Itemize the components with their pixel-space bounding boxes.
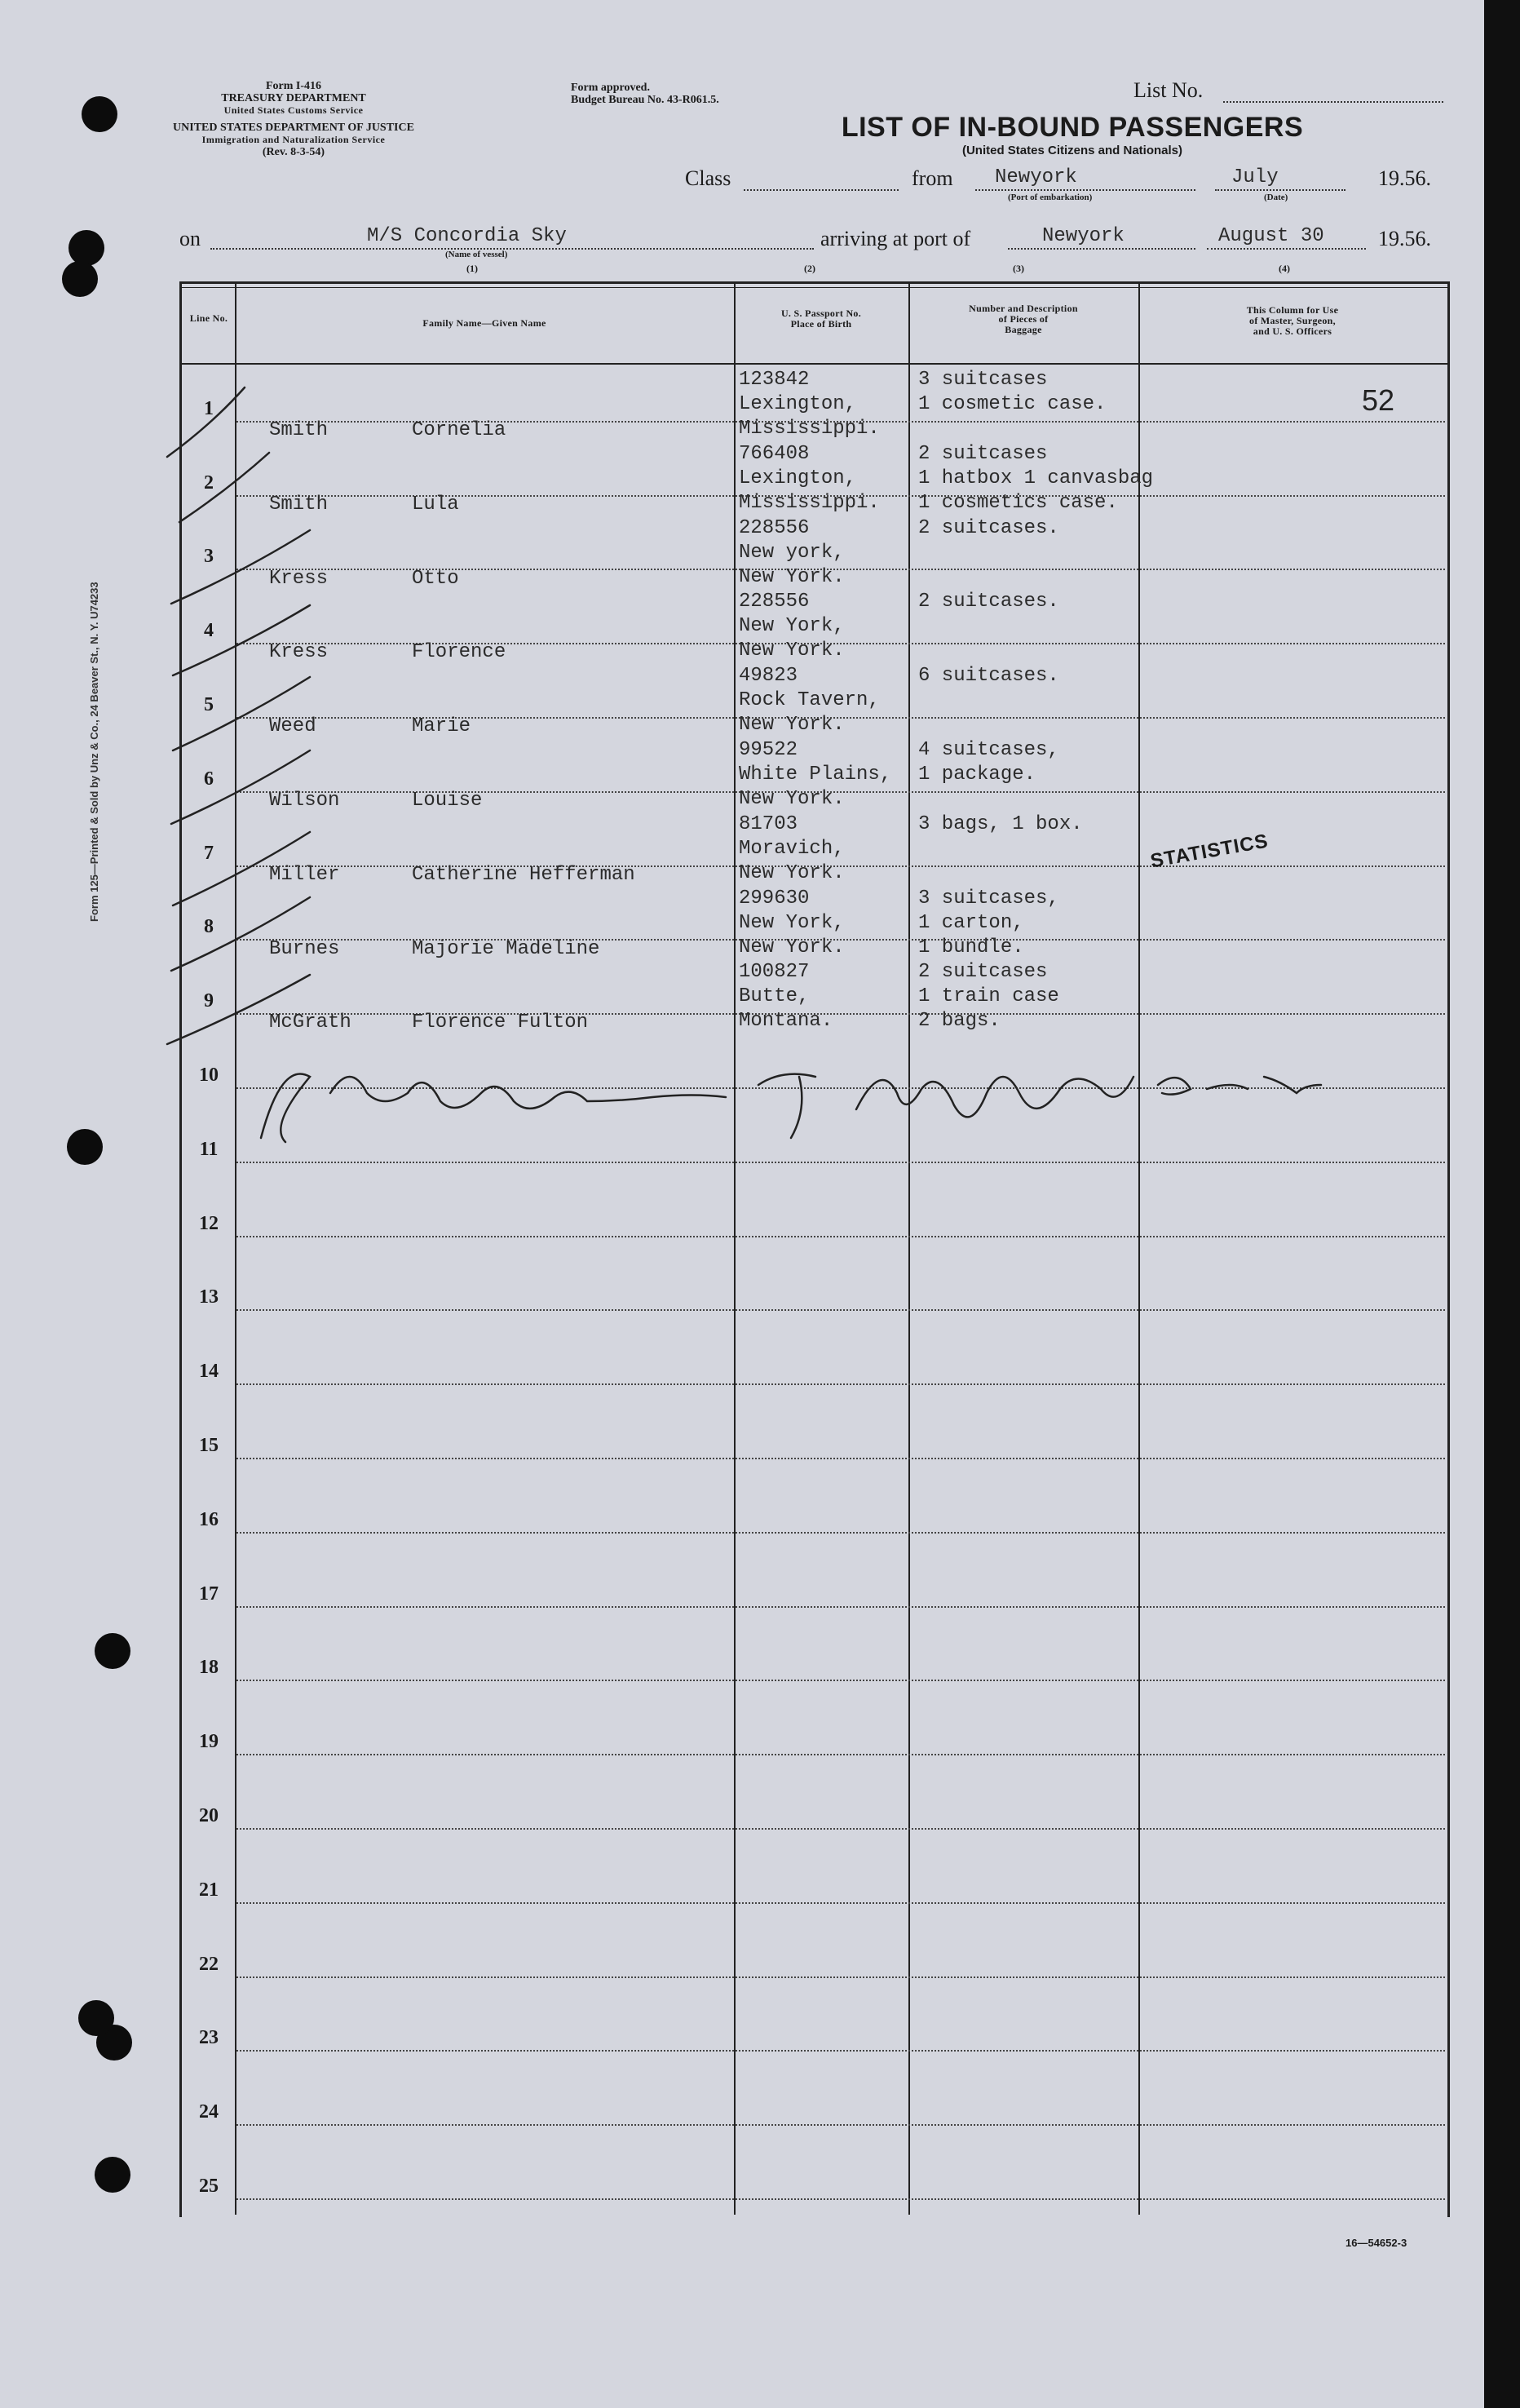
approval-block [571, 82, 783, 106]
officer-number: 52 [1362, 383, 1395, 417]
binder-hole [95, 1633, 130, 1669]
binder-hole [78, 2000, 114, 2036]
given-name: Louise [412, 790, 483, 812]
arrival-date-dots [1207, 248, 1366, 250]
page-subtitle: (United States Citizens and Nationals) [961, 144, 1183, 157]
row-rule [236, 2124, 1445, 2126]
birth-place-line: Rock Tavern, [739, 689, 880, 712]
family-name: Burnes [269, 937, 340, 960]
customs-label: United States Customs Service [223, 104, 364, 116]
arrival-date: August 30 [1218, 225, 1324, 247]
family-name: Wilson [269, 790, 340, 812]
binder-hole [82, 96, 117, 132]
col-header-baggage [912, 303, 1135, 335]
line-number: 14 [199, 1361, 219, 1383]
line-number: 8 [204, 916, 214, 938]
birth-place-line: Mississippi. [739, 491, 880, 514]
arriving-label: arriving at port of [820, 227, 971, 250]
row-rule [236, 1309, 1445, 1311]
birth-place-line: New York. [739, 565, 845, 588]
binder-hole [95, 2157, 130, 2193]
baggage-line: 1 cosmetic case. [918, 393, 1107, 415]
baggage-line: 2 suitcases. [918, 591, 1059, 613]
printer-imprint: Form 125—Printed & Sold by Unz & Co., 24 Beaver St., N. Y. U74233 [88, 582, 100, 922]
line-number: 19 [199, 1731, 219, 1753]
birth-place-line: Lexington, [739, 467, 857, 489]
col-header-baggage-1: Number and Description [969, 303, 1078, 314]
baggage-line: 4 suitcases, [918, 739, 1059, 761]
baggage-line: 1 hatbox 1 canvasbag [918, 467, 1154, 489]
row-rule [236, 1383, 1445, 1385]
col-header-officers-3: and U. S. Officers [1253, 325, 1332, 337]
col-num-2: (2) [804, 263, 815, 274]
given-name: Marie [412, 715, 471, 738]
table-header-rule [179, 363, 1447, 365]
given-name: Majorie Madeline [412, 937, 600, 960]
baggage-line: 1 train case [918, 985, 1059, 1008]
col-num-3: (3) [1013, 263, 1024, 274]
given-name: Florence Fulton [412, 1011, 589, 1034]
col-num-1: (1) [466, 263, 478, 274]
col-header-officers-2: of Master, Surgeon, [1249, 315, 1336, 326]
list-number-dots [1223, 101, 1443, 103]
line-number: 16 [199, 1508, 219, 1530]
binder-hole [62, 261, 98, 297]
approval-label: Form approved. [571, 82, 650, 94]
col-num-4: (4) [1279, 263, 1290, 274]
justice-label: UNITED STATES DEPARTMENT OF JUSTICE [173, 122, 414, 134]
passport-number: 123842 [739, 369, 810, 391]
binder-hole [68, 230, 104, 266]
line-number: 2 [204, 471, 214, 494]
col-divider [734, 281, 736, 2215]
col-header-passport-1: U. S. Passport No. [780, 308, 862, 319]
passport-number: 228556 [739, 591, 810, 613]
row-rule [236, 1680, 1445, 1681]
passport-number: 49823 [739, 665, 798, 688]
given-name: Cornelia [412, 419, 506, 441]
baggage-line: 3 bags, 1 box. [918, 812, 1083, 835]
line-number: 4 [204, 620, 214, 642]
col-header-baggage-2: of Pieces of [998, 313, 1049, 325]
port-caption: (Port of embarkation) [1008, 193, 1093, 202]
on-label: on [179, 227, 201, 250]
ins-label: Immigration and Naturalization Service [201, 134, 386, 145]
birth-place-line: New York. [739, 861, 845, 884]
line-number: 25 [199, 2176, 219, 2197]
baggage-line: 1 package. [918, 764, 1036, 786]
family-name: Kress [269, 567, 329, 590]
date-caption: (Date) [1264, 193, 1288, 202]
col-divider [235, 281, 236, 2215]
birth-place-line: New York. [739, 714, 845, 737]
line-number: 24 [199, 2101, 219, 2123]
birth-place-line: New York. [739, 788, 845, 810]
row-rule [236, 1458, 1445, 1459]
col-header-passport [737, 308, 905, 330]
line-number: 1 [204, 397, 214, 419]
revision-label: (Rev. 8-3-54) [262, 146, 325, 158]
passport-number: 299630 [739, 887, 810, 910]
family-name: Smith [269, 493, 329, 516]
line-number: 20 [199, 1805, 219, 1826]
family-name: McGrath [269, 1011, 351, 1034]
arrival-port: Newyork [1042, 225, 1125, 247]
line-number: 3 [204, 546, 214, 568]
row-rule [236, 1976, 1445, 1978]
given-name: Florence [412, 641, 506, 664]
birth-place-line: New York. [739, 640, 845, 662]
vessel-caption: (Name of vessel) [445, 250, 508, 259]
treasury-label: TREASURY DEPARTMENT [221, 92, 366, 104]
row-rule [236, 1828, 1445, 1830]
col-header-passport-2: Place of Birth [790, 318, 852, 330]
baggage-line: 3 suitcases, [918, 887, 1059, 910]
birth-place-line: Montana. [739, 1010, 833, 1033]
baggage-line: 1 carton, [918, 911, 1024, 934]
class-label: Class [685, 166, 731, 190]
baggage-line: 2 bags. [918, 1010, 1001, 1033]
table-top-rule [179, 287, 1447, 288]
row-rule [236, 1606, 1445, 1608]
row-rule [236, 1532, 1445, 1534]
vessel-name: M/S Concordia Sky [367, 225, 567, 247]
baggage-line: 6 suitcases. [918, 665, 1059, 688]
budget-label: Budget Bureau No. 43-R061.5. [571, 94, 719, 106]
binder-hole [67, 1129, 103, 1165]
baggage-line: 2 suitcases [918, 961, 1048, 984]
embarkation-port: Newyork [995, 166, 1077, 188]
row-rule [236, 2050, 1445, 2052]
line-number: 10 [199, 1065, 219, 1086]
baggage-line: 1 bundle. [918, 936, 1024, 958]
embarkation-date: July [1231, 166, 1279, 188]
class-dots [744, 189, 899, 191]
arrival-year: 19.56. [1378, 227, 1431, 250]
family-name: Smith [269, 419, 329, 441]
baggage-line: 1 cosmetics case. [918, 491, 1118, 514]
given-name: Lula [412, 493, 459, 516]
birth-place-line: New York. [739, 936, 845, 958]
line-number: 13 [199, 1286, 219, 1308]
line-number: 23 [199, 2027, 219, 2049]
col-divider [1138, 281, 1140, 2215]
row-rule [236, 1087, 1445, 1089]
passport-number: 228556 [739, 516, 810, 539]
birth-place-line: Moravich, [739, 837, 845, 860]
line-number: 11 [199, 1138, 219, 1160]
port-dots [975, 189, 1195, 191]
date-dots [1215, 189, 1345, 191]
col-header-officers-1: This Column for Use [1246, 304, 1339, 316]
family-name: Miller [269, 863, 340, 886]
form-code: 16—54652-3 [1345, 2237, 1407, 2249]
birth-place-line: New york, [739, 541, 845, 564]
line-number: 15 [199, 1435, 219, 1456]
col-header-name: Family Name—Given Name [422, 317, 546, 329]
from-label: from [912, 166, 953, 190]
arrival-port-dots [1008, 248, 1195, 250]
row-rule [236, 2198, 1445, 2200]
passport-number: 81703 [739, 812, 798, 835]
row-rule [236, 1754, 1445, 1755]
passport-number: 766408 [739, 442, 810, 465]
line-number: 6 [204, 768, 214, 790]
col-header-officers [1142, 305, 1443, 337]
agency-block [163, 80, 424, 158]
baggage-line: 2 suitcases. [918, 516, 1059, 539]
family-name: Kress [269, 641, 329, 664]
family-name: Weed [269, 715, 316, 738]
line-number: 17 [199, 1582, 219, 1605]
line-number: 18 [199, 1657, 219, 1679]
birth-place-line: Butte, [739, 985, 810, 1008]
line-number: 7 [204, 842, 214, 864]
col-header-line-no: Line No. [189, 312, 228, 324]
line-number: 12 [199, 1212, 219, 1234]
birth-place-line: New York, [739, 615, 845, 638]
col-header-baggage-3: Baggage [1005, 324, 1042, 335]
page-title: LIST OF IN-BOUND PASSENGERS [841, 112, 1304, 143]
list-number-label: List No. [1133, 78, 1204, 102]
col-divider [908, 281, 910, 2215]
statistics-stamp: STATISTICS [1148, 830, 1270, 873]
baggage-line: 2 suitcases [918, 442, 1048, 465]
row-rule [236, 1902, 1445, 1904]
birth-place-line: New York, [739, 911, 845, 934]
form-number: Form I-416 [265, 80, 322, 92]
given-name: Catherine Hefferman [412, 863, 635, 886]
line-number: 9 [204, 990, 214, 1012]
line-number: 22 [199, 1953, 219, 1975]
birth-place-line: White Plains, [739, 764, 892, 786]
birth-place-line: Lexington, [739, 393, 857, 415]
given-name: Otto [412, 567, 459, 590]
passport-number: 100827 [739, 961, 810, 984]
vessel-dots [210, 248, 814, 250]
passport-number: 99522 [739, 739, 798, 761]
line-number: 21 [199, 1879, 219, 1901]
birth-place-line: Mississippi. [739, 418, 880, 440]
embark-year: 19.56. [1378, 166, 1431, 190]
row-rule [236, 1162, 1445, 1163]
row-rule [236, 1236, 1445, 1237]
line-number: 5 [204, 694, 214, 715]
baggage-line: 3 suitcases [918, 369, 1048, 391]
